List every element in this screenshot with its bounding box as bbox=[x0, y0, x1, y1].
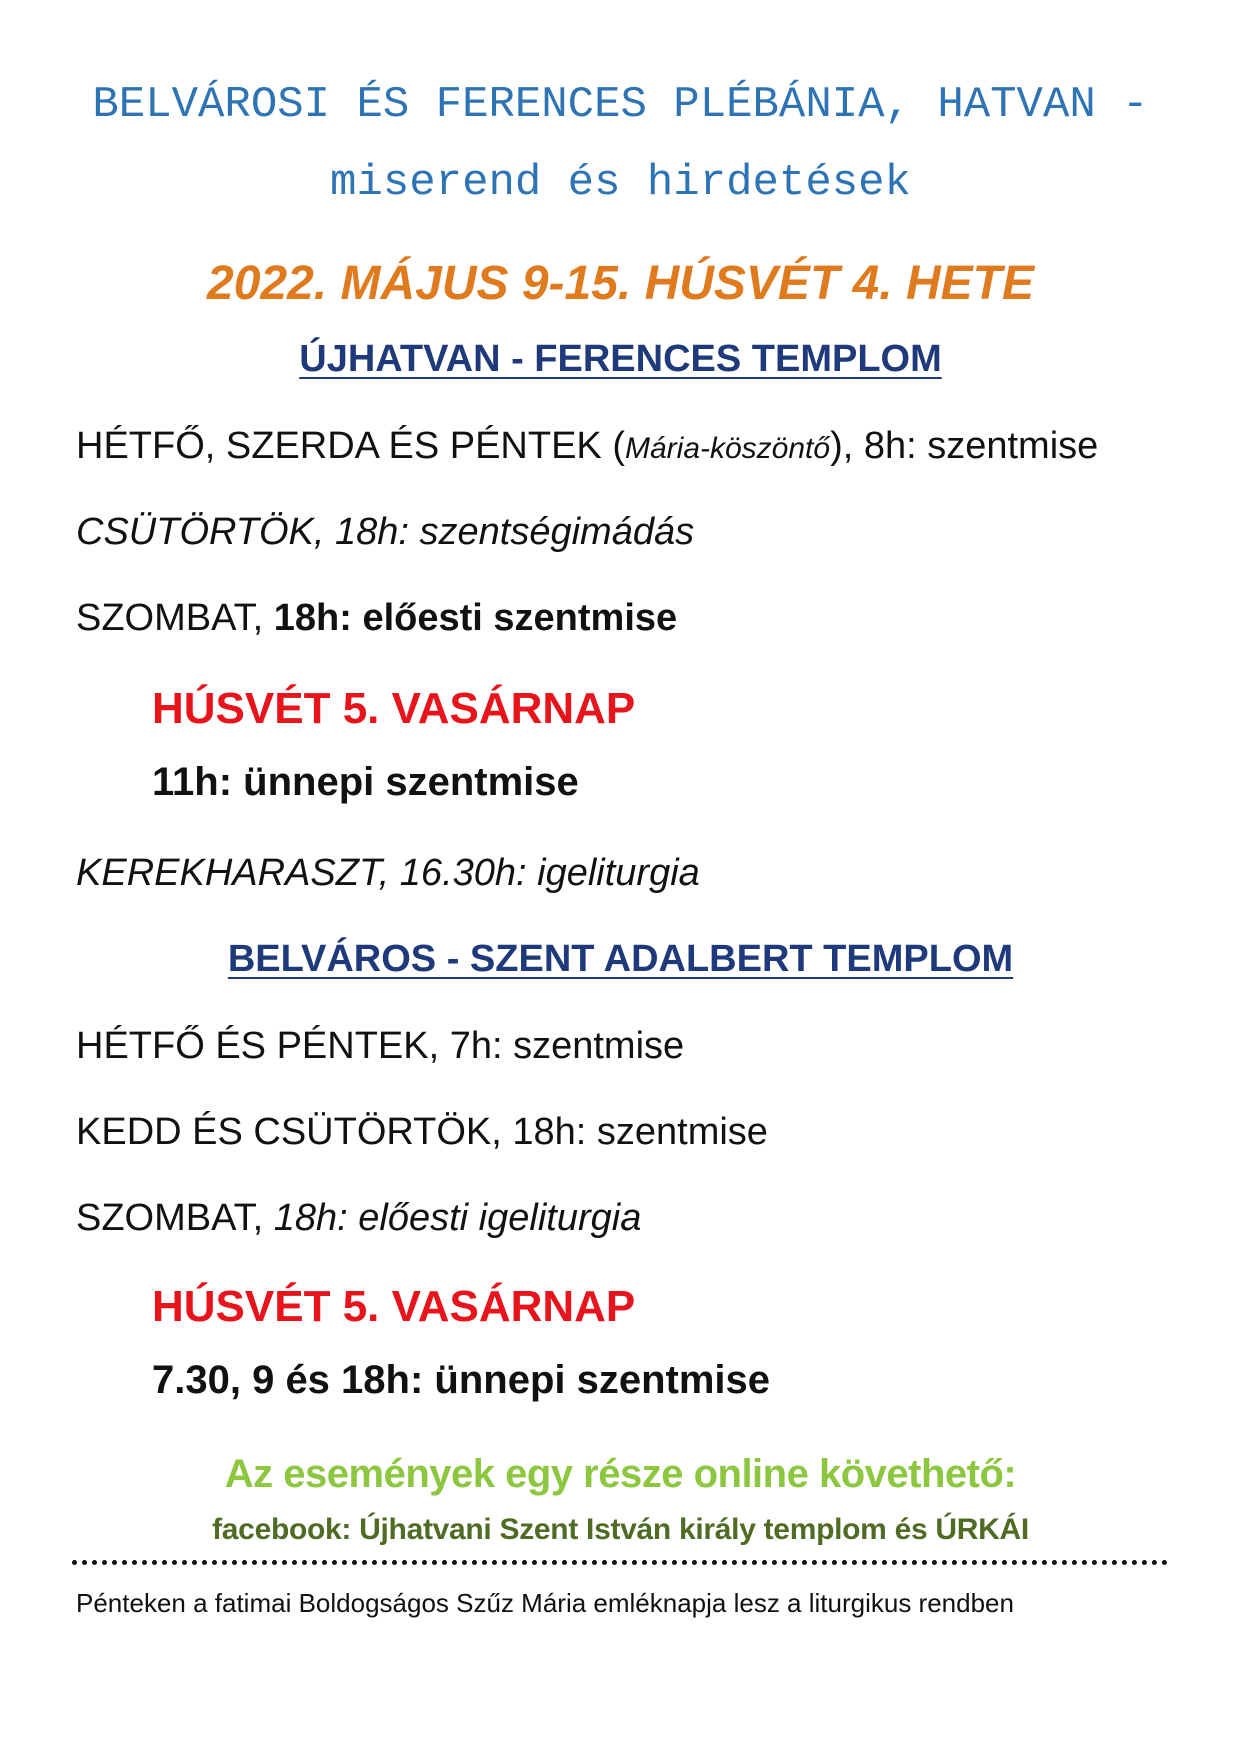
online-headline: Az események egy része online követhető: bbox=[224, 1452, 1017, 1496]
belvaros-saturday-line bbox=[76, 1197, 641, 1240]
belvaros-sunday-title: HÚSVÉT 5. VASÁRNAP bbox=[152, 1282, 636, 1331]
ferences-saturday-label: SZOMBAT, bbox=[76, 597, 274, 639]
ferences-weekdays-time: , 8h: szentmise bbox=[842, 425, 1099, 467]
ferences-saturday-line bbox=[76, 597, 677, 640]
belvaros-sunday-mass: 7.30, 9 és 18h: ünnepi szentmise bbox=[152, 1358, 771, 1402]
ferences-heading bbox=[0, 338, 1241, 381]
footer-note: Pénteken a fatimai Boldogságos Szűz Mária emléknapja lesz a liturgikus rendben bbox=[76, 1588, 1014, 1618]
ferences-saturday-time: 18h: előesti szentmise bbox=[273, 597, 678, 639]
dotted-divider bbox=[72, 1560, 1168, 1565]
belvaros-saturday-label: SZOMBAT, bbox=[76, 1197, 274, 1239]
week-heading: 2022. MÁJUS 9-15. HÚSVÉT 4. HETE bbox=[207, 257, 1034, 310]
belvaros-heading bbox=[0, 938, 1241, 981]
belvaros-saturday-time: 18h: előesti igeliturgia bbox=[273, 1197, 642, 1239]
ferences-weekdays-label: HÉTFŐ, SZERDA ÉS PÉNTEK bbox=[76, 425, 602, 467]
ferences-thursday-line: CSÜTÖRTÖK, 18h: szentségimádás bbox=[76, 511, 695, 553]
facebook-line: facebook: Újhatvani Szent István király templom és ÚRKÁI bbox=[212, 1513, 1029, 1546]
belvaros-heading-text: BELVÁROS - SZENT ADALBERT TEMPLOM bbox=[227, 938, 1014, 980]
ferences-sunday-mass: 11h: ünnepi szentmise bbox=[152, 760, 579, 804]
ferences-sunday-title: HÚSVÉT 5. VASÁRNAP bbox=[152, 684, 636, 733]
parish-title: BELVÁROSI ÉS FERENCES PLÉBÁNIA, HATVAN - bbox=[92, 80, 1149, 130]
belvaros-tue-thu-line: KEDD ÉS CSÜTÖRTÖK, 18h: szentmise bbox=[76, 1111, 768, 1153]
belvaros-mon-fri-line: HÉTFŐ ÉS PÉNTEK, 7h: szentmise bbox=[76, 1025, 685, 1067]
ferences-weekdays-line: HÉTFŐ, SZERDA ÉS PÉNTEK (Mária-köszöntő), 8h: szentmise bbox=[76, 425, 1099, 467]
parish-subtitle: miserend és hirdetések bbox=[330, 158, 911, 208]
kerekharaszt-line: KEREKHARASZT, 16.30h: igeliturgia bbox=[76, 852, 700, 894]
ferences-weekdays-note: Mária-köszöntő bbox=[624, 432, 831, 465]
ferences-heading-text: ÚJHATVAN - FERENCES TEMPLOM bbox=[299, 338, 942, 380]
